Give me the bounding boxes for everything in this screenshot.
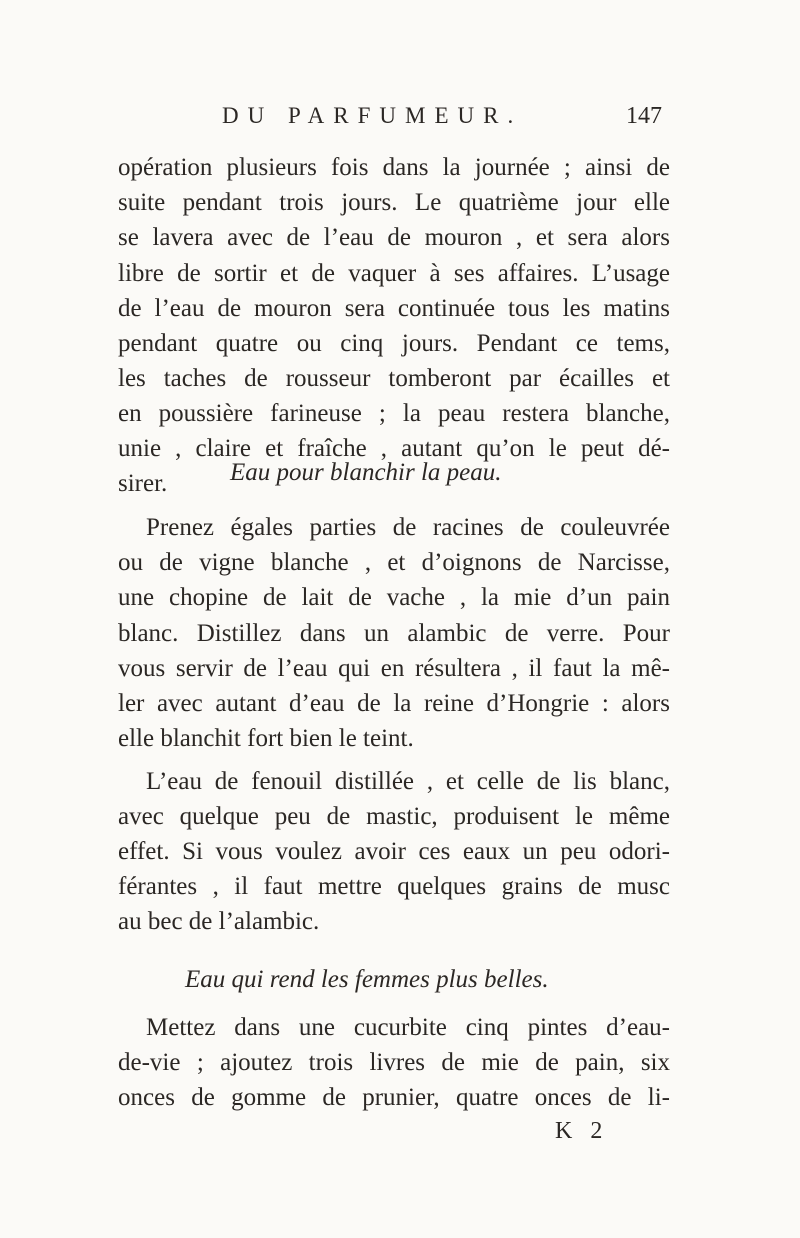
text-line: en poussière farineuse ; la peau restera blanche, xyxy=(118,400,670,427)
running-title: DU PARFUMEUR. xyxy=(222,103,523,128)
text-line: suite pendant trois jours. Le quatrième jour elle xyxy=(118,189,670,216)
text-line: L’eau de fenouil distillée , et celle de lis blanc, xyxy=(146,768,670,795)
text-line: férantes , il faut mettre quelques grains de musc xyxy=(118,873,670,900)
page-header xyxy=(222,103,662,143)
signature-mark: K 2 xyxy=(555,1118,609,1144)
text-line: onces de gomme de prunier, quatre onces de li- xyxy=(118,1084,670,1111)
text-line: opération plusieurs fois dans la journée ; ainsi de xyxy=(118,154,670,181)
text-line: libre de sortir et de vaquer à ses affaires. L’usage xyxy=(118,260,670,287)
text-line: pendant quatre ou cinq jours. Pendant ce tems, xyxy=(118,330,670,357)
text-line: une chopine de lait de vache , la mie d’un pain xyxy=(118,584,670,611)
text-line: elle blanchit fort bien le teint. xyxy=(118,725,414,752)
section-heading: Eau pour blanchir la peau. xyxy=(230,459,502,486)
page-number: 147 xyxy=(626,103,662,129)
text-line: ler avec autant d’eau de la reine d’Hongrie : alors xyxy=(118,690,670,717)
text-line: ou de vigne blanche , et d’oignons de Narcisse, xyxy=(118,549,670,576)
text-line: se lavera avec de l’eau de mouron , et sera alors xyxy=(118,224,670,251)
text-line: de-vie ; ajoutez trois livres de mie de pain, six xyxy=(118,1049,670,1076)
text-line: de l’eau de mouron sera continuée tous les matins xyxy=(118,295,670,322)
text-line: vous servir de l’eau qui en résultera , il faut la mê- xyxy=(118,655,670,682)
text-line: Prenez égales parties de racines de couleuvrée xyxy=(146,514,670,541)
text-line: au bec de l’alambic. xyxy=(118,908,320,935)
text-line: avec quelque peu de mastic, produisent le même xyxy=(118,803,670,830)
text-line: les taches de rousseur tomberont par écailles et xyxy=(118,365,670,392)
text-line: Mettez dans une cucurbite cinq pintes d’eau- xyxy=(146,1014,670,1041)
section-heading: Eau qui rend les femmes plus belles. xyxy=(185,966,549,993)
text-line: blanc. Distillez dans un alambic de verre. Pour xyxy=(118,620,670,647)
text-line: unie , claire et fraîche , autant qu’on le peut dé- xyxy=(118,435,670,462)
text-line: effet. Si vous voulez avoir ces eaux un peu odori- xyxy=(118,838,670,865)
text-line: sirer. xyxy=(118,470,168,497)
